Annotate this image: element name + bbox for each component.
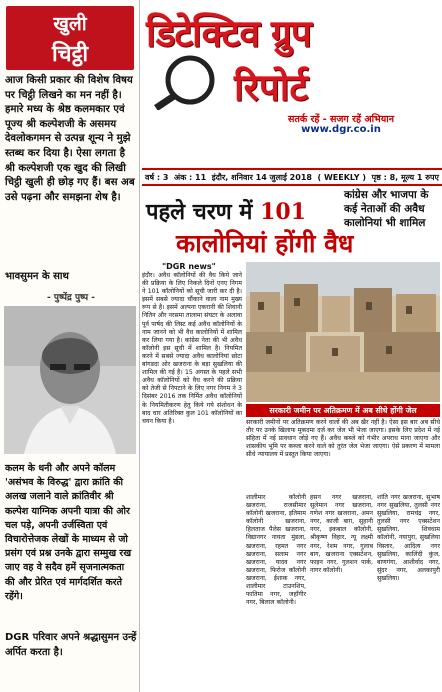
open-letter-title-box [6, 6, 134, 70]
article-dateline: "DGR news" [162, 262, 216, 271]
website-link[interactable]: www.dgr.co.in [301, 124, 381, 135]
date-label: इंदौर, शनिवार 14 जुलाई 2018 [211, 172, 312, 182]
issue-label: अंक : 11 [174, 172, 207, 182]
open-letter-column [0, 0, 140, 692]
frequency-label: ( WEEKLY ) [317, 172, 367, 182]
portrait-image [4, 306, 136, 454]
colony-photo [246, 262, 440, 402]
sub-article-text: सरकारी जमीनों पर अतिक्रमण करने वालों की अब खैर नहीं है। ऐसा इस बार अब सीधे तौर पर उनके खिलाफ मुकदमा दर्ज कर जेल भी भेजा जाएगा। इसके लिए प्रदेश में नई संहिता में नई प्रावधान जोड़े गए हैं। अवैध कब्जे को गंभीर अपराध माना जाएगा और शासकीय भूमि पर कब्जा करने वाले को तुरंत जेल भेजा जाएगा। ऐसे प्रकरण में मामला सीधे न्यायालय में प्रस्तुत किया जाएगा। [246, 419, 440, 459]
magnifier-icon [144, 50, 236, 110]
open-letter-text: आज किसी प्रकार की विशेष विषय पर चिट्ठी लिखने का मन नहीं है। हमारे मध्य के श्रेष्ठ कलमकार एवं पूज्य श्री कल्पेशजी के असमय देवलोकगमन से उत्पन्न शून्य ने मुझे स्तब्ध कर दिया है। ऐसा लगता है श्री कल्पेशजी एक खुद की लिखी चिट्ठी खुली ही छोड़ गए हैं। बस अब उसे पढ़ना और समझना शेष है। [5, 75, 135, 203]
headline-line2: कालोनियां होंगी वैध [176, 229, 354, 258]
tribute-closing: DGR परिवार अपने श्रद्धासुमन उन्हें अर्पित करता है। [5, 632, 137, 658]
open-letter-sign: भावसुमन के साथ [5, 271, 69, 282]
newspaper-title-line1: डिटेक्टिव ग्रुप [146, 11, 311, 55]
open-letter-title-line2: चिट्ठी [51, 41, 89, 67]
tribute-photo [4, 306, 136, 454]
article-column-2: शालीमार कॉलोनी खजराना, राजसीमार कॉलोनी खजराना, इतिमाम कॉलोनी खजराना, हिलताज पैलेस खजराना, विद्यानगर नायता मुंडला, खजराना, रहमत नगर खजराना, सलाम नगर खजराना, यादव नगर खजराना, फिरोज कॉलोनी खजराना, ईशाक नगर, शालीमार टाउनशिप, फातिमा नगर, जहाँगीर नगर, बिलाल कॉलोनी। [246, 494, 306, 607]
headline-number: 101 [260, 199, 307, 225]
buildings-image [246, 262, 440, 402]
side-headline: कांग्रेस और भाजपा के कई नेताओं की अवैध कालोनियां भी शामिल [344, 189, 429, 229]
open-letter-author: - पुष्पेंद्र पुष्प - [47, 293, 95, 303]
newspaper-title-line2: रिपोर्ट [234, 65, 308, 109]
pages-price-label: पृष्ठ : 8, मूल्य 1 रुपए [371, 172, 439, 182]
issue-info-bar [142, 168, 442, 186]
photo-banner: सरकारी जमीन पर अतिक्रमण में अब सीधे होंगी जेल [246, 404, 440, 417]
article-column-4: शांति नगर खजराना, सुभाष नगर सुखलिया, तुलसी नगर सुखलिया, रामचंद्र नगर, तुलसी नगर एक्सटेंशन सुखलिया, शिवधाम कॉलोनी, नयापुरा, सुखलिया विस्तार, आदित्य नगर सुखलिया, कालिंदी कुंज, बाणगंगा, आशीर्वाद नगर, सुंदर नगर, अलकापुरी सुखलिया। [377, 494, 440, 582]
headline-line1-text: पहले चरण में [146, 199, 253, 225]
masthead [142, 0, 442, 168]
tribute-text: कलम के धनी और अपने कॉलम 'असंभव के विरुद्ध' द्वारा क्रांति की अलख जलाने वाले क्रांतिवीर श्री कल्पेश याग्निक अपनी यात्रा की ओर चल पड़े, अपनी उर्जस्विता एवं विचारोत्तेजक लेखों के माध्यम से जो प्रसंग एवं प्रश्न उनके द्वारा सम्मुख रख जाए वह वे सदैव हमें सृजनात्मकता की और प्रेरित एवं मार्गदर्शित करते रहेंगे। [5, 463, 132, 602]
volume-label: वर्ष : 3 [145, 172, 169, 182]
article-column-1: इंदौर। अवैध कॉलोनियों की वैध किये जाने की प्रक्रिया के लिए निकले दिनों एनए निगम ने 101 कॉलोनियों को सूची जारी कर दी है। इसमें सबसे ज्यादा चौंकाने वाला नाम मुख्य रूप से है। इसमें अल्पना एकरानी की शिवानी नितिन और नरसमा तालामा संघटर के अलावा पूर्व पार्षद की लिस्ट कई अवैध कॉलोनियों के नाम जानने को भी वैध कालोनियों में शामिल कर लिया गया है। कांग्रेस नेता की भी अवैध कॉलोनी इस सूची में शामिल है। नियमित करने में सबसे ज्यादा अवैध कालोनियां छोटा बांगडदा ओर खजराना के बड़ा सुखलिया की शामिल की गई है। 15 अगस्त के पहले सभी अवैध कॉलोनियों को वैध करने की प्रक्रिया को तेजी से निपटाने के लिए नगर निगम ने 3 दिसंबर 2016 तक निर्मित अवैध कॉलोनियों के नियमितीकरण हेतु किये गये संशोधन के बाद चार अतिरिक्त कुल 101 कॉलोनियों का चयन किया है। [142, 272, 242, 425]
open-letter-title-line1: खुली [53, 13, 87, 35]
article-column-3: हसन नगर खजराना, सुलेमान नगर खजराना, गणेश नगर खजराना, अमन नगर, काजी बाग़, सुहानी नगर, इकबाल कॉलोनी, श्रीकृष्ण विहार, न्यू लक्ष्मी नगर, रेशम नगर, गुलाब बाग, खजराना एक्सटेंशन, फाइन नगर, गुलशन पार्क, नागर कॉलोनी। [310, 494, 373, 574]
headline-line1 [146, 196, 346, 226]
tagline: सतर्क रहें - सजग रहें अभियान [288, 114, 394, 125]
